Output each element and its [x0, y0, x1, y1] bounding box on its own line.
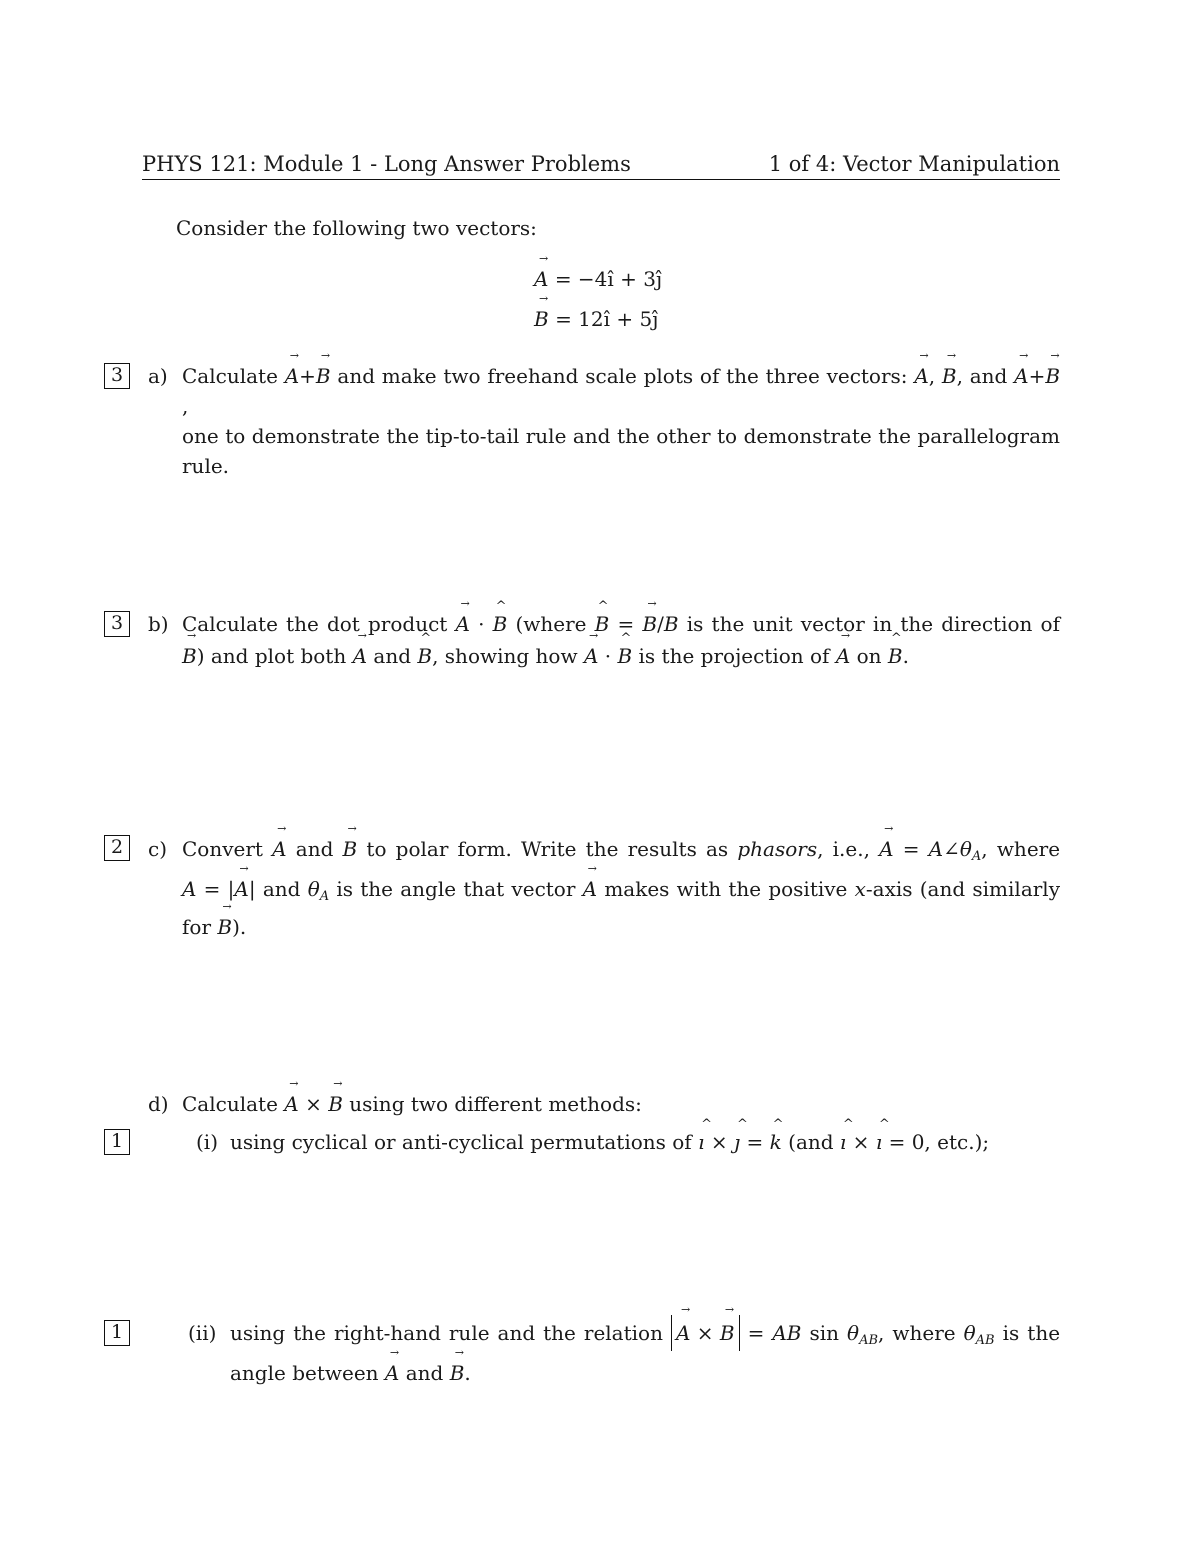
- problem-d-label: d): [148, 1092, 169, 1116]
- header-rule: [142, 179, 1060, 180]
- vector-a-rhs: = −4î + 3ĵ: [554, 267, 663, 291]
- vector-b-rhs: = 12î + 5ĵ: [555, 307, 659, 331]
- problem-d-i-text: using cyclical or anti-cyclical permutations of ı ^ × ȷ ^ = k ^ (and ı ^ × ı ^ = 0, etc.);: [230, 1127, 989, 1157]
- points-box-b: 3: [104, 611, 130, 637]
- problem-a-label: a): [148, 364, 168, 388]
- problem-d-ii-text: using the right-hand rule and the relation A → × B → = AB $\sin \theta_{AB}$, where $\theta_{AB}$ is the: [230, 1315, 1060, 1356]
- problem-c-text: Convert A → and B → to polar form. Write the results as phasors, i.e., A → = $A\angle\theta_A$, where A = |A →| and $\theta_A$ is the angle that vector A → makes with the positive x-axis (and similarly for B →).: [182, 834, 1060, 942]
- problem-b-text: Calculate the dot product A → · B ^ (where B ^ = B →/B is the unit vector in the direction of B →) and plot both A → and B ^, showing how A → · B ^ is the projection of A → on B ^.: [182, 609, 1060, 671]
- problem-c-label: c): [148, 837, 168, 861]
- problem-d-ii-line2: angle between A → and B →.: [230, 1358, 471, 1388]
- intro-text: Consider the following two vectors:: [176, 216, 537, 240]
- points-box-d-i: 1: [104, 1129, 130, 1155]
- vector-b-definition: B → = 12î + 5ĵ: [534, 304, 658, 334]
- problem-a-text: Calculate A →+B → and make two freehand scale plots of the three vectors: A →, B →, and A →+B →, one to demonstrate the tip-to-tail rule and the other to demonstrate the parallelogram rule.: [182, 361, 1060, 481]
- header-section: 1 of 4: Vector Manipulation: [768, 152, 1060, 176]
- problem-d-i-label: (i): [196, 1130, 219, 1154]
- points-box-a: 3: [104, 363, 130, 389]
- problem-d-ii-label: (ii): [188, 1321, 217, 1345]
- problem-d-text: Calculate A → × B → using two different methods:: [182, 1089, 1060, 1119]
- header-title: PHYS 121: Module 1 - Long Answer Problems: [142, 152, 631, 176]
- vector-a-definition: A → = −4î + 3ĵ: [534, 264, 662, 294]
- points-box-d-ii: 1: [104, 1320, 130, 1346]
- problem-b-label: b): [148, 612, 169, 636]
- points-box-c: 2: [104, 835, 130, 861]
